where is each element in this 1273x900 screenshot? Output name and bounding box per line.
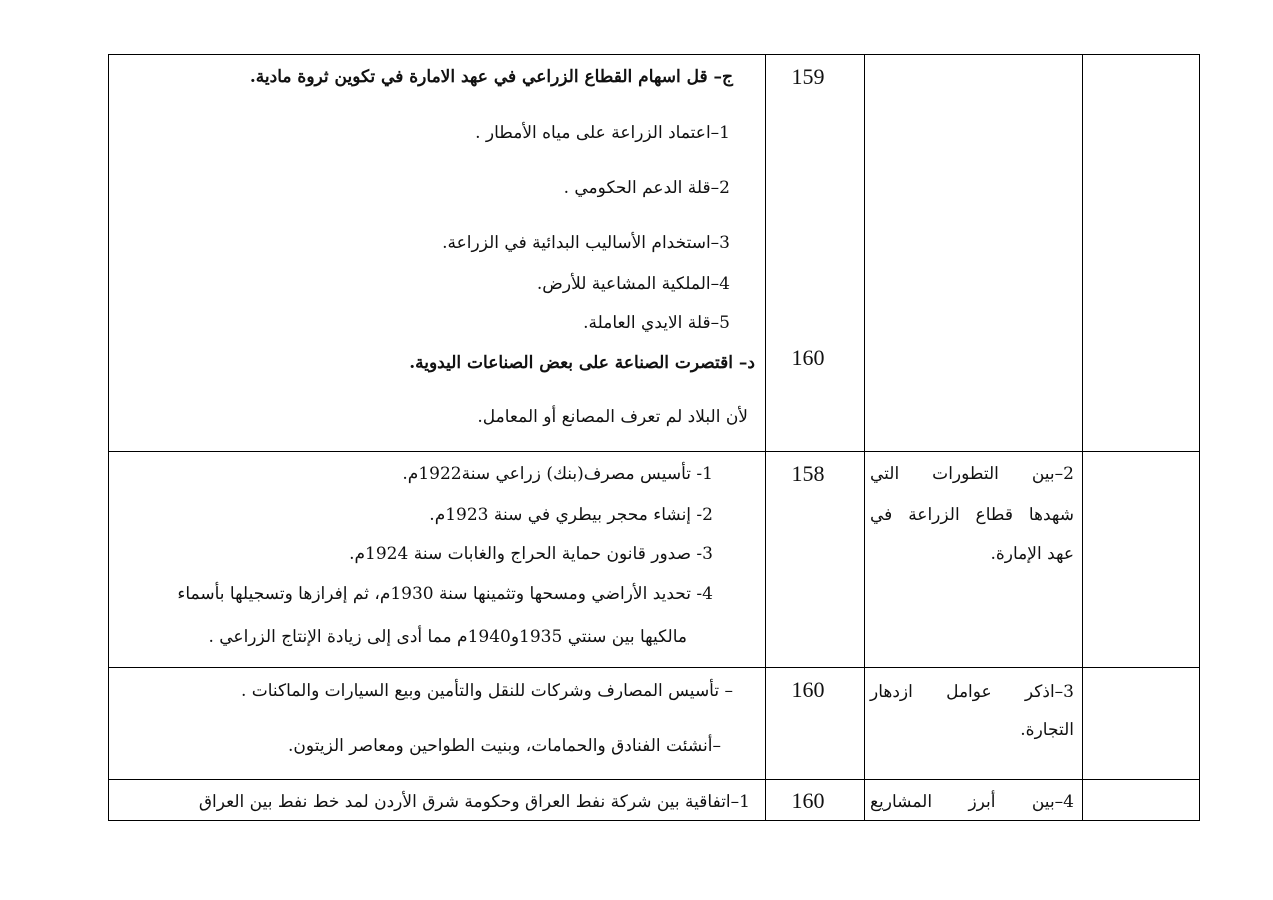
table-top-border [108,54,1200,55]
answer-line: 1- تأسيس مصرف(بنك) زراعي سنة1922م. [402,464,713,484]
question-line: 3–اذكر عوامل ازدهار [870,682,1074,702]
page-number: 160 [791,677,825,702]
row-divider-1 [108,451,1200,452]
table-bottom-border [108,820,1200,821]
page-number: 160 [791,345,825,370]
table-right-border [1199,54,1200,820]
column-divider-page [864,54,865,820]
answer-line: 4–الملكية المشاعية للأرض. [536,274,730,294]
answer-heading: د– اقتصرت الصناعة على بعض الصناعات اليدوية. [409,353,755,373]
answer-line: 1–اعتماد الزراعة على مياه الأمطار . [475,123,730,143]
table-left-border [108,54,109,820]
answer-line: لأن البلاد لم تعرف المصانع أو المعامل. [477,407,748,427]
answer-line: 2- إنشاء محجر بيطري في سنة 1923م. [429,505,713,525]
answer-line: – تأسيس المصارف وشركات للنقل والتأمين وبيع السيارات والماكنات . [240,681,733,701]
answer-heading: ج– قل اسهام القطاع الزراعي في عهد الامارة في تكوين ثروة مادية. [249,67,733,87]
question-line: التجارة. [1020,720,1074,740]
page-number: 159 [791,64,825,89]
row-divider-2 [108,667,1200,668]
page-number: 160 [791,788,825,813]
answer-line: 1–اتفاقية بين شركة نفط العراق وحكومة شرق الأردن لمد خط نفط بين العراق [198,792,750,812]
answer-line: 3–استخدام الأساليب البدائية في الزراعة. [442,233,730,253]
question-line: 4–بين أبرز المشاريع [870,792,1074,812]
answer-line: –أنشئت الفنادق والحمامات، وبنيت الطواحين ومعاصر الزيتون. [288,736,721,756]
answer-line: مالكيها بين سنتي 1935و1940م مما أدى إلى زيادة الإنتاج الزراعي . [208,627,687,647]
question-line: 2–بين التطورات التي [870,464,1074,484]
question-line: عهد الإمارة. [990,544,1074,564]
column-divider-question [1082,54,1083,820]
answer-line: 2–قلة الدعم الحكومي . [563,178,730,198]
column-divider-answer [765,54,766,820]
row-divider-3 [108,779,1200,780]
answer-line: 4- تحديد الأراضي ومسحها وتثمينها سنة 1930م، ثم إفرازها وتسجيلها بأسماء [177,584,713,604]
question-line: شهدها قطاع الزراعة في [870,505,1074,525]
answer-line: 5–قلة الايدي العاملة. [583,313,730,333]
page-number: 158 [791,461,825,486]
answer-line: 3- صدور قانون حماية الحراج والغابات سنة 1924م. [349,544,713,564]
